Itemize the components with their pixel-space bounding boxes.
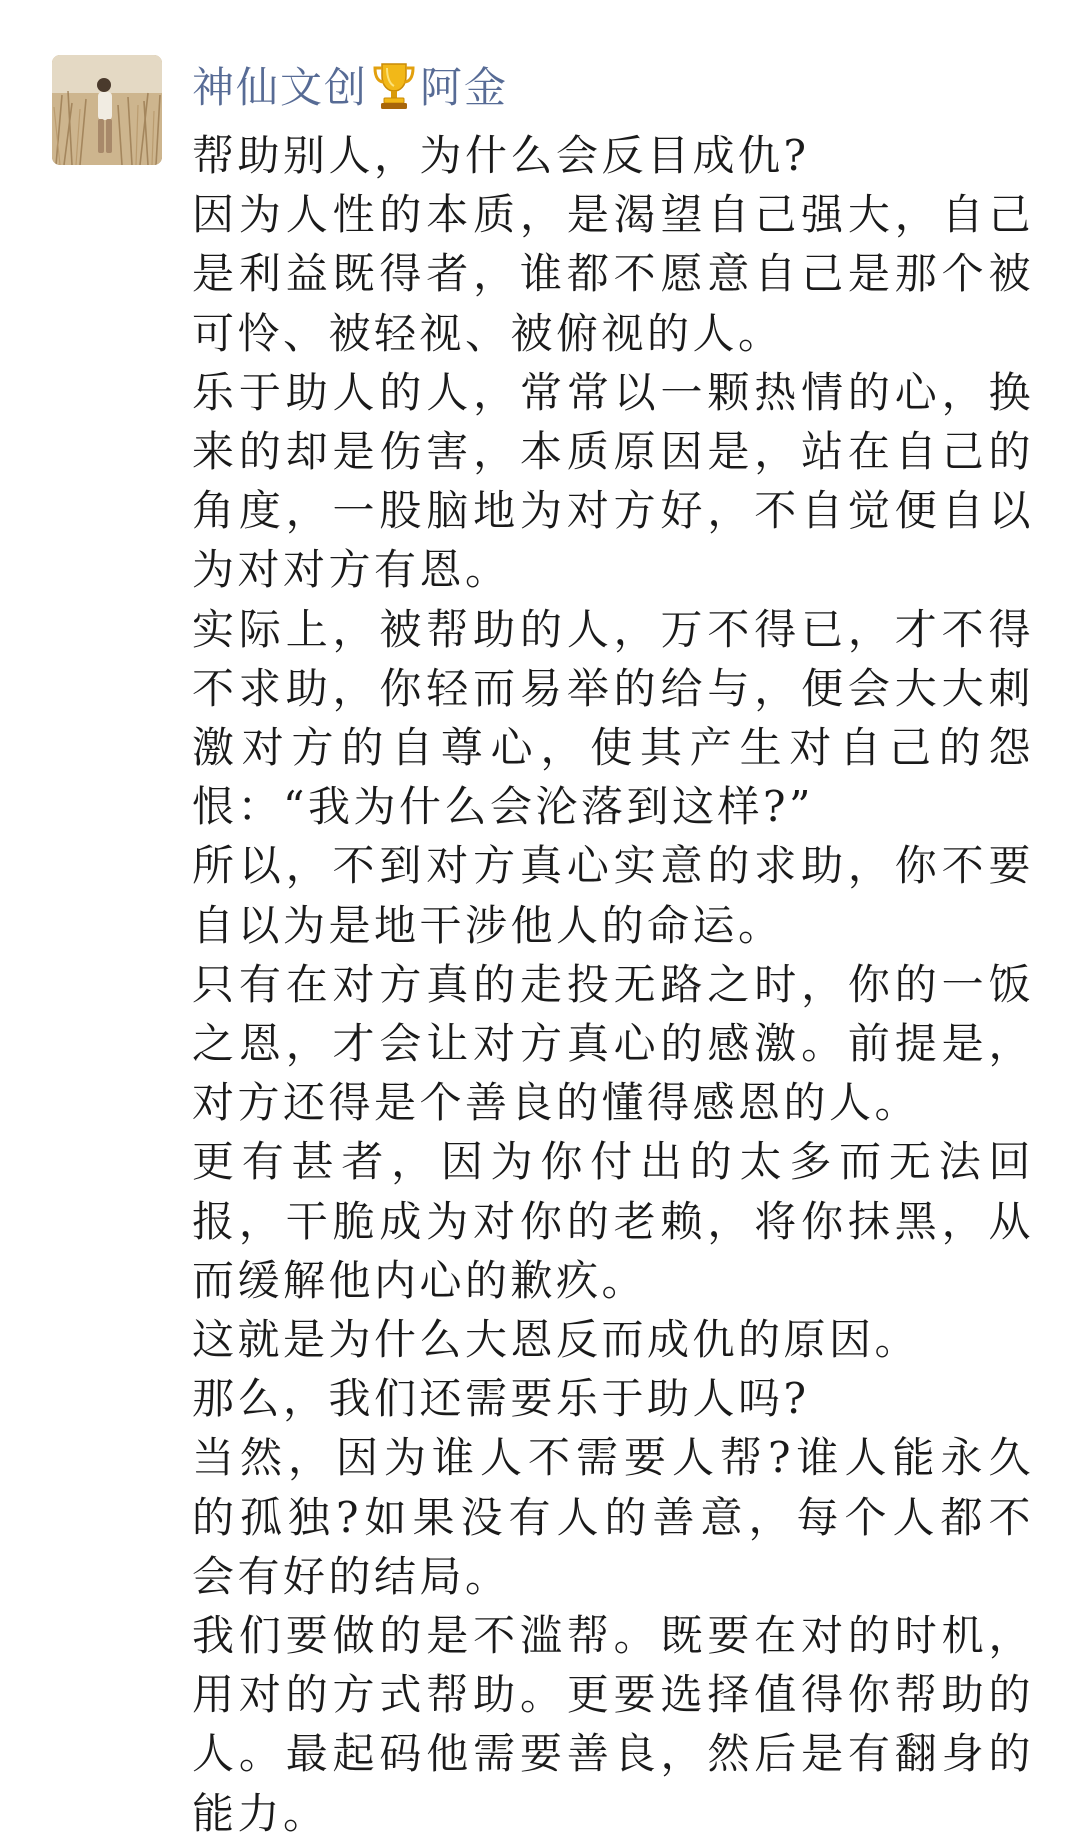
paragraph: 因为人性的本质，是渴望自己强大，自己是利益既得者，谁都不愿意自己是那个被可怜、被轻视、被俯视的人。 (192, 190, 1034, 358)
paragraph: 实际上，被帮助的人，万不得已，才不得不求助，你轻而易举的给与，便会大大刺激对方的自尊心，使其产生对自己的怨恨：“我为什么会沦落到这样?” (192, 604, 1034, 832)
author-name-part2: 阿金 (420, 63, 509, 112)
paragraph: 所以，不到对方真心实意的求助，你不要自以为是地干涉他人的命运。 (192, 841, 1034, 950)
paragraph: 当然，因为谁人不需要人帮?谁人能永久的孤独?如果没有人的善意，每个人都不会有好的结局。 (192, 1433, 1034, 1601)
author-name-part1: 神仙文创 (192, 63, 369, 112)
paragraph: 我们要做的是不滥帮。既要在对的时机，用对的方式帮助。更要选择值得你帮助的人。最起码他需要善良，然后是有翻身的能力。 (192, 1611, 1034, 1838)
paragraph: 帮助别人，为什么会反目成仇? (192, 131, 810, 180)
paragraph: 只有在对方真的走投无路之时，你的一饭之恩，才会让对方真心的感激。前提是，对方还得是个善良的懂得感恩的人。 (192, 959, 1034, 1128)
post-content (192, 126, 1034, 1843)
paragraph: 那么，我们还需要乐于助人吗? (192, 1374, 810, 1424)
trophy-icon (372, 60, 416, 110)
paragraph: 乐于助人的人，常常以一颗热情的心，换来的却是伤害，本质原因是，站在自己的角度，一股脑地为对方好，不自觉便自以为对对方有恩。 (192, 367, 1034, 595)
avatar[interactable] (52, 55, 162, 165)
paragraph: 这就是为什么大恩反而成仇的原因。 (192, 1315, 921, 1365)
author-name[interactable] (192, 58, 508, 118)
paragraph: 更有甚者，因为你付出的太多而无法回报，干脆成为对你的老赖，将你抹黑，从而缓解他内心的歉疚。 (192, 1137, 1034, 1305)
